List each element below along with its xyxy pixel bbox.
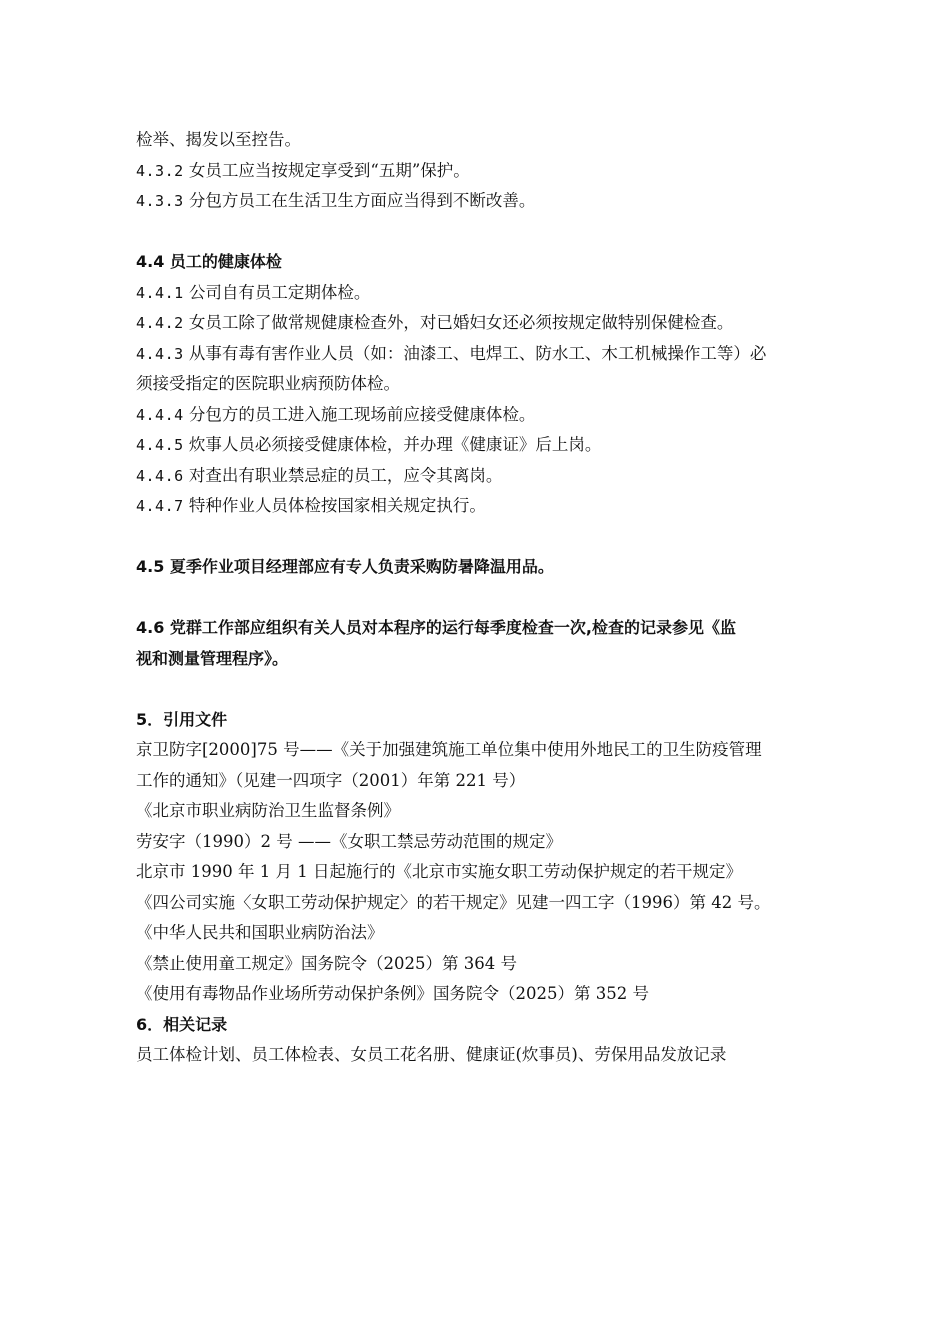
records-line: 员工体检计划、员工体检表、女员工花名册、健康证(炊事员)、劳保用品发放记录 [136, 1045, 727, 1064]
heading-4-6-line2: 视和测量管理程序》。 [136, 648, 289, 668]
heading-4-5: 4.5 夏季作业项目经理部应有专人负责采购防暑降温用品。 [136, 557, 554, 576]
item-number: 4.3.3 [136, 192, 184, 210]
heading-section-5: 5．引用文件 [136, 709, 228, 729]
item-number: 4.4.4 [136, 405, 184, 424]
item-number: 4.4.3 [136, 344, 184, 363]
reference-line: 工作的通知》（见建一四项字（2001）年第 221 号） [136, 770, 526, 790]
reference-line: 《中华人民共和国职业病防治法》 [136, 923, 384, 942]
item-text: 女员工除了做常规健康检查外，对已婚妇女还必须按规定做特别保健检查。 [188, 313, 734, 332]
item-number: 4.3.2 [136, 161, 184, 180]
item-text: 特种作业人员体检按国家相关规定执行。 [188, 496, 486, 515]
item-number: 4.4.5 [136, 436, 184, 454]
item-4-3-3 [136, 186, 876, 217]
item-number: 4.4.1 [136, 283, 184, 302]
item-text: 对查出有职业禁忌症的员工，应令其离岗。 [188, 465, 503, 485]
reference-line: 《使用有毒物品作业场所劳动保护条例》国务院令（2025）第 352 号 [136, 984, 649, 1003]
spacer [136, 583, 876, 614]
heading-4-4: 4.4 员工的健康体检 [136, 252, 282, 271]
item-number: 4.4.6 [136, 466, 184, 485]
paragraph-continuation: 检举、揭发以至控告。 [136, 130, 301, 149]
item-number: 4.4.7 [136, 497, 184, 515]
reference-line: 北京市 1990 年 1 月 1 日起施行的《北京市实施女职工劳动保护规定的若干规定》 [136, 862, 742, 881]
reference-line: 劳安字（1990）2 号 ——《女职工禁忌劳动范围的规定》 [136, 831, 562, 851]
reference-line: 《北京市职业病防治卫生监督条例》 [136, 801, 400, 820]
spacer [136, 217, 876, 248]
item-4-4-7 [136, 491, 876, 522]
item-4-4-6 [136, 461, 876, 492]
item-text: 分包方的员工进入施工现场前应接受健康体检。 [188, 404, 536, 424]
document-page [136, 125, 876, 1071]
item-4-4-3 [136, 339, 876, 370]
item-4-3-2 [136, 156, 876, 187]
item-4-4-4 [136, 400, 876, 431]
item-4-4-3-continuation: 须接受指定的医院职业病预防体检。 [136, 374, 400, 393]
item-text: 分包方员工在生活卫生方面应当得到不断改善。 [188, 191, 536, 210]
item-text: 炊事人员必须接受健康体检，并办理《健康证》后上岗。 [188, 435, 602, 454]
item-number: 4.4.2 [136, 314, 184, 332]
item-text: 从事有毒有害作业人员（如：油漆工、电焊工、防水工、木工机械操作工等）必 [188, 343, 767, 363]
item-text: 女员工应当按规定享受到“五期”保护。 [188, 160, 470, 180]
reference-line: 《四公司实施〈女职工劳动保护规定〉的若干规定》见建一四工字（1996）第 42 号。 [136, 892, 771, 912]
item-4-4-5 [136, 430, 876, 461]
item-4-4-1 [136, 278, 876, 309]
item-text: 公司自有员工定期体检。 [188, 282, 371, 302]
item-4-4-2 [136, 308, 876, 339]
spacer [136, 522, 876, 553]
heading-section-6: 6．相关记录 [136, 1014, 228, 1034]
spacer [136, 674, 876, 705]
reference-line: 《禁止使用童工规定》国务院令（2025）第 364 号 [136, 953, 517, 973]
heading-4-6-line1: 4.6 党群工作部应组织有关人员对本程序的运行每季度检查一次,检查的记录参见《监 [136, 618, 736, 637]
reference-line: 京卫防字[2000]75 号——《关于加强建筑施工单位集中使用外地民工的卫生防疫管理 [136, 740, 762, 759]
